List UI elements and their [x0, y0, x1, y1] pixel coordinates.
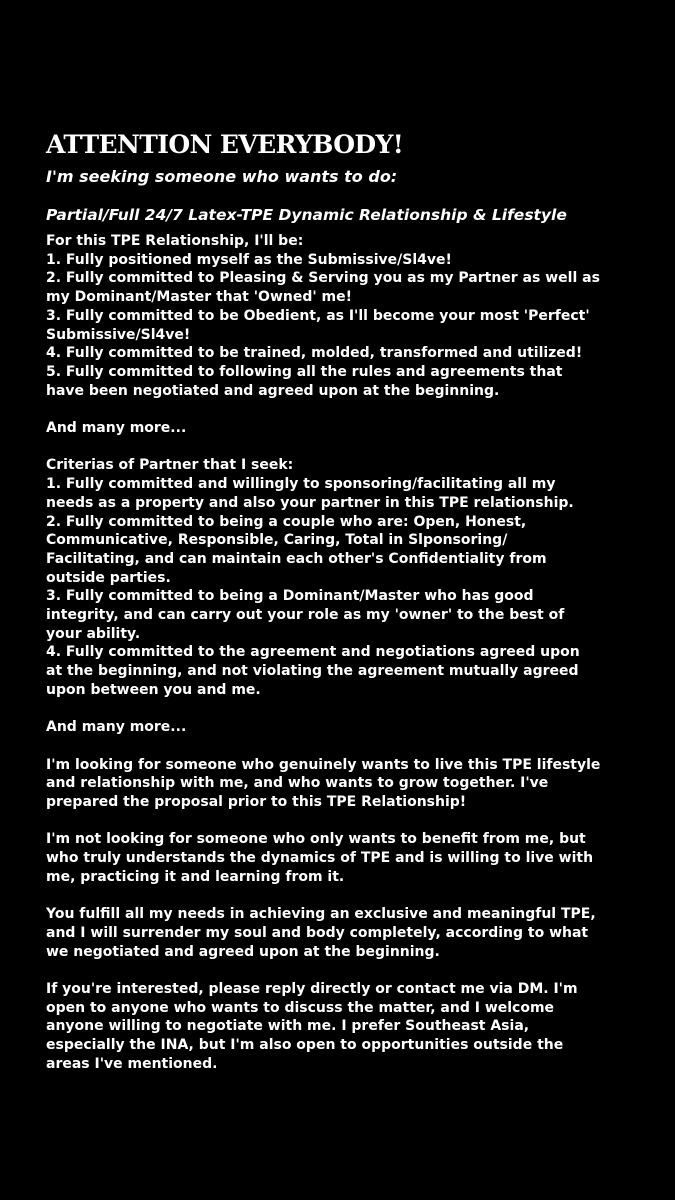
paragraph-line: prepared the proposal prior to this TPE Relationship!	[46, 794, 467, 811]
paragraph-line: we negotiated and agreed upon at the beginning.	[46, 943, 440, 960]
paragraph-line: who truly understands the dynamics of TPE and is willing to live with	[46, 850, 594, 867]
many-more-text: And many more...	[46, 719, 187, 736]
paragraph-fulfill	[46, 905, 646, 961]
commitment-line: 3. Fully committed to be Obedient, as I'll become your most 'Perfect'	[46, 307, 590, 324]
criteria-line: 1. Fully committed and willingly to sponsoring/facilitating all my	[46, 476, 556, 493]
criteria-line: at the beginning, and not violating the agreement mutually agreed	[46, 663, 579, 680]
paragraph-line: me, practicing it and learning from it.	[46, 868, 345, 885]
commitment-line: 5. Fully committed to following all the rules and agreements that	[46, 363, 563, 380]
commitment-line: 2. Fully committed to Pleasing & Serving you as my Partner as well as	[46, 270, 600, 287]
subheadline: I'm seeking someone who wants to do:	[46, 167, 398, 186]
criteria-heading: Criterias of Partner that I seek:	[46, 457, 294, 474]
commitment-line: have been negotiated and agreed upon at the beginning.	[46, 382, 500, 399]
commitment-line: my Dominant/Master that 'Owned' me!	[46, 289, 352, 306]
paragraph-line: You fulfill all my needs in achieving an exclusive and meaningful TPE,	[46, 906, 596, 923]
commitments-heading: For this TPE Relationship, I'll be:	[46, 233, 304, 249]
criteria-line: needs as a property and also your partner in this TPE relationship.	[46, 494, 574, 511]
criteria-line: 3. Fully committed to being a Dominant/Master who has good	[46, 588, 534, 605]
commitment-line: 4. Fully committed to be trained, molded, transformed and utilized!	[46, 345, 583, 362]
section-partner-criteria	[46, 456, 646, 699]
paragraph-line: If you're interested, please reply directly or contact me via DM. I'm	[46, 981, 578, 998]
paragraph-looking-for	[46, 756, 646, 812]
announcement-document	[46, 130, 646, 1074]
commitment-line: 1. Fully positioned myself as the Submissive/Sl4ve!	[46, 251, 452, 268]
paragraph-line: anyone willing to negotiate with me. I prefer Southeast Asia,	[46, 1018, 530, 1035]
section-commitments	[46, 232, 646, 400]
dynamic-title: Partial/Full 24/7 Latex-TPE Dynamic Relationship & Lifestyle	[46, 206, 567, 224]
criteria-line: 4. Fully committed to the agreement and negotiations agreed upon	[46, 644, 580, 661]
paragraph-line: and relationship with me, and who wants to grow together. I've	[46, 775, 549, 792]
headline: ATTENTION EVERYBODY!	[46, 130, 404, 159]
paragraph-line: open to anyone who wants to discuss the matter, and I welcome	[46, 999, 555, 1016]
commitment-line: Submissive/Sl4ve!	[46, 326, 191, 343]
criteria-line: Facilitating, and can maintain each other's Confidentiality from	[46, 550, 547, 567]
paragraph-line: especially the INA, but I'm also open to opportunities outside the	[46, 1037, 564, 1054]
paragraph-line: I'm not looking for someone who only wants to benefit from me, but	[46, 831, 586, 848]
many-more-text: And many more...	[46, 420, 187, 437]
paragraph-line: I'm looking for someone who genuinely wants to live this TPE lifestyle	[46, 756, 601, 773]
criteria-line: integrity, and can carry out your role as my 'owner' to the best of	[46, 607, 565, 624]
paragraph-contact	[46, 980, 646, 1074]
criteria-line: 2. Fully committed to being a couple who are: Open, Honest,	[46, 513, 527, 530]
paragraph-line: areas I've mentioned.	[46, 1055, 218, 1072]
criteria-line: Communicative, Responsible, Caring, Total in Slponsoring/	[46, 532, 508, 549]
criteria-line: upon between you and me.	[46, 681, 261, 698]
paragraph-not-looking-for	[46, 830, 646, 886]
criteria-line: outside parties.	[46, 569, 171, 586]
paragraph-line: and I will surrender my soul and body completely, according to what	[46, 924, 589, 941]
criteria-line: your ability.	[46, 625, 141, 642]
